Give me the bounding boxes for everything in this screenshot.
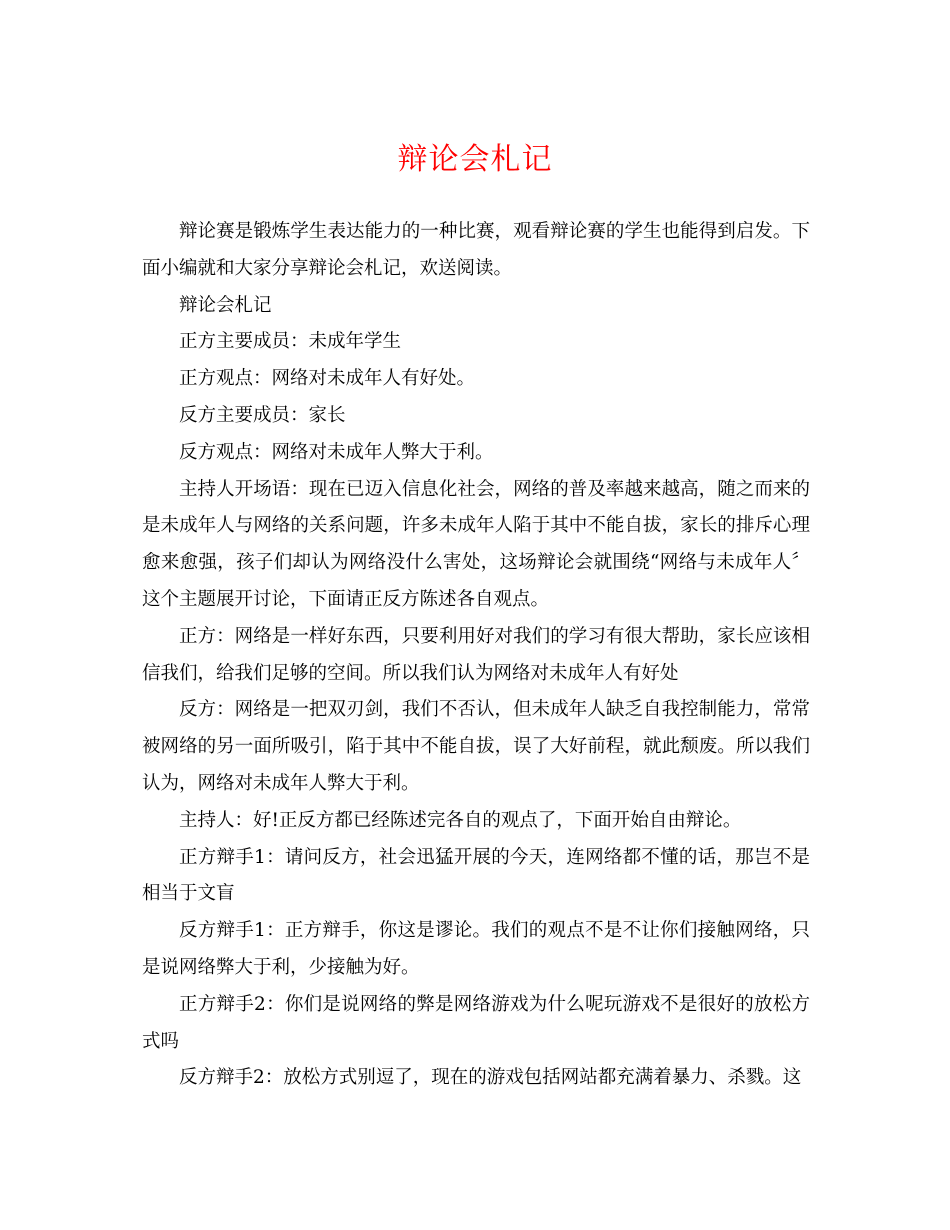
paragraph: 正方辩手1：请问反方，社会迅猛开展的今天，连网络都不懂的话，那岂不是相当于文盲 xyxy=(142,846,810,905)
paragraph: 主持人：好!正反方都已经陈述完各自的观点了，下面开始自由辩论。 xyxy=(179,809,742,831)
paragraph: 正方：网络是一样好东西，只要利用好对我们的学习有很大帮助，家长应该相信我们，给我们足够的空间。所以我们认为网络对未成年人有好处 xyxy=(142,625,810,684)
paragraph: 反方辩手2：放松方式别逗了，现在的游戏包括网站都充满着暴力、杀戮。这 xyxy=(179,1067,802,1089)
paragraph: 反方观点：网络对未成年人弊大于利。 xyxy=(179,441,494,463)
paragraph: 反方主要成员：家长 xyxy=(179,404,346,426)
paragraph: 正方主要成员：未成年学生 xyxy=(179,331,402,353)
paragraph: 反方：网络是一把双刃剑，我们不否认，但未成年人缺乏自我控制能力，常常被网络的另一面所吸引，陷于其中不能自拔，误了大好前程，就此颓废。所以我们认为，网络对未成年人弊大于利。 xyxy=(142,699,810,794)
document-body xyxy=(142,214,810,1097)
paragraph: 辩论会札记 xyxy=(179,294,272,316)
paragraph: 辩论赛是锻炼学生表达能力的一种比赛，观看辩论赛的学生也能得到启发。下面小编就和大家分享辩论会札记，欢送阅读。 xyxy=(142,221,810,279)
document-title: 辩论会札记 xyxy=(397,142,553,177)
paragraph: 正方观点：网络对未成年人有好处。 xyxy=(179,368,476,390)
paragraph: 正方辩手2：你们是说网络的弊是网络游戏为什么呢玩游戏不是很好的放松方式吗 xyxy=(142,993,810,1052)
paragraph: 主持人开场语：现在已迈入信息化社会，网络的普及率越来越高，随之而来的是未成年人与网络的关系问题，许多未成年人陷于其中不能自拔，家长的排斥心理愈来愈强，孩子们却认为网络没什么害处，这场辩论会就围绕“网络与未成年人〞这个主题展开讨论，下面请正反方陈述各自观点。 xyxy=(142,478,810,610)
paragraph: 反方辩手1：正方辩手，你这是谬论。我们的观点不是不让你们接触网络，只是说网络弊大于利，少接触为好。 xyxy=(142,920,810,978)
